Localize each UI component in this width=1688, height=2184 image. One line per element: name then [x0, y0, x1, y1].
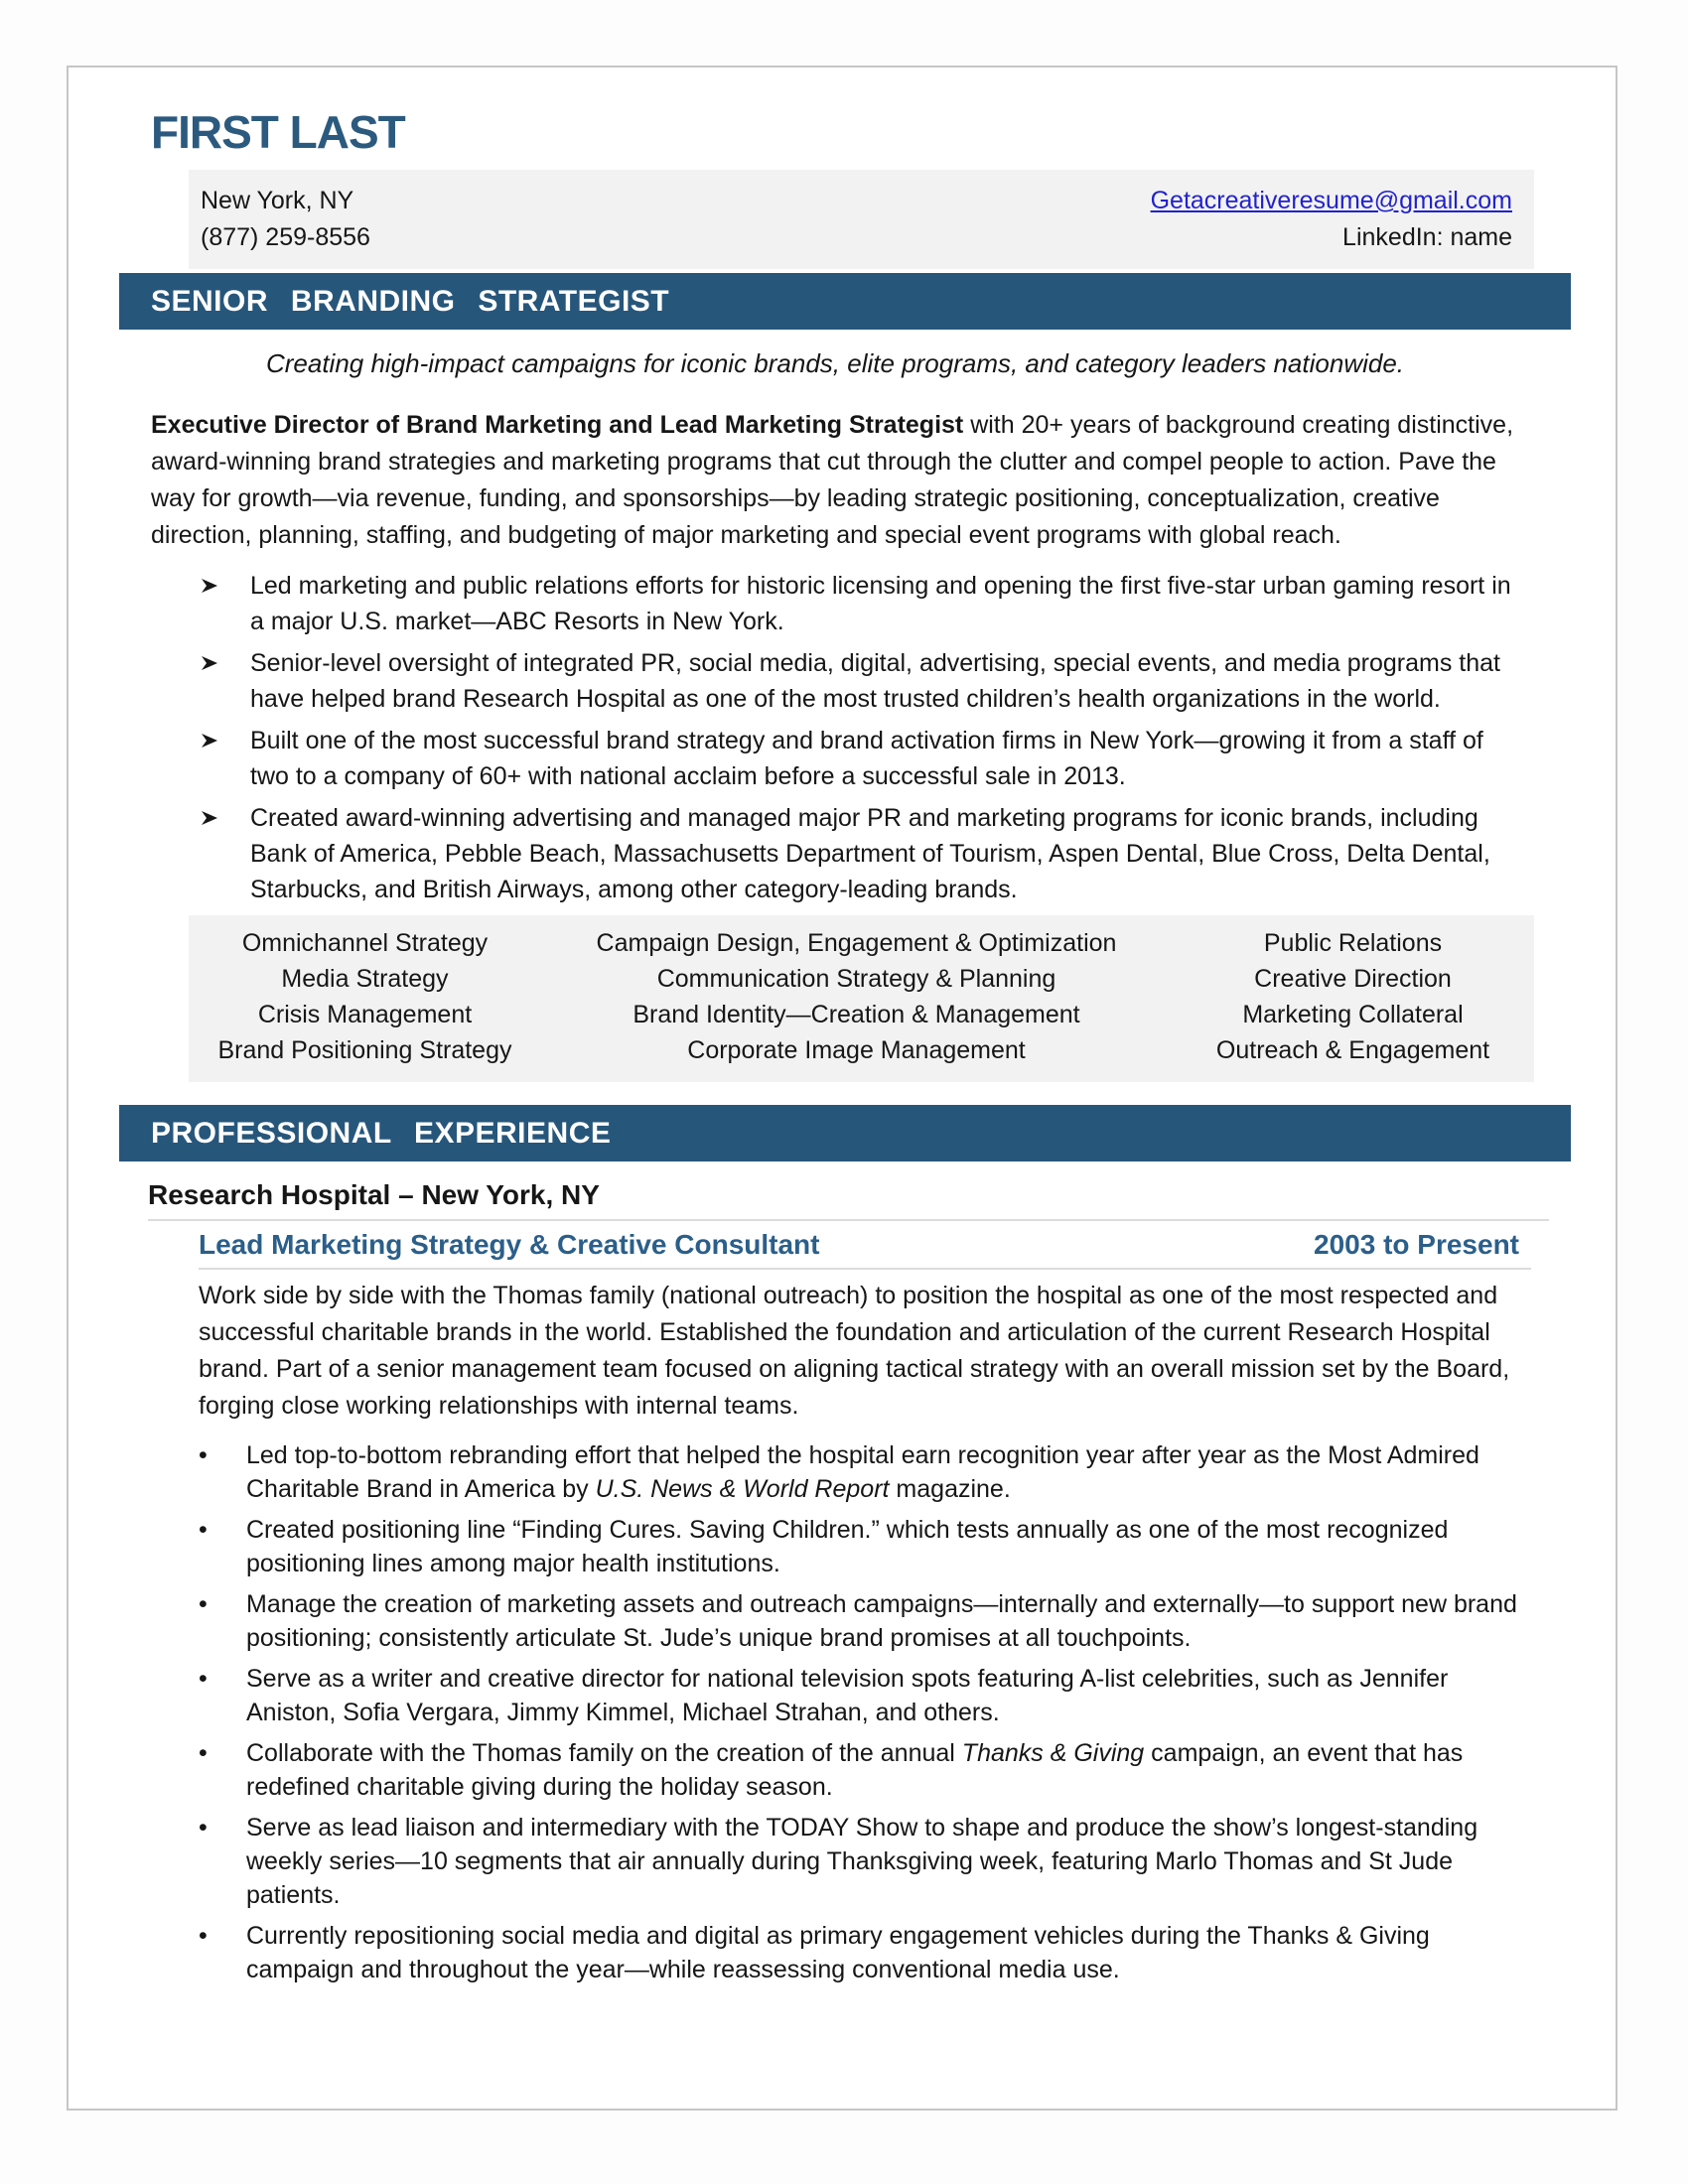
job-title-row: [199, 1224, 1531, 1270]
list-item: [199, 1919, 1519, 1986]
summary-paragraph: [151, 407, 1519, 554]
skills-column-3: [1172, 925, 1534, 1068]
summary-lead: Executive Director of Brand Marketing and Lead Marketing Strategist: [151, 411, 964, 439]
bullet-segment: Currently repositioning social media and digital as primary engagement vehicles during the Thanks & Giving campaign and throughout the year—while reassessing conventional media use.: [246, 1922, 1430, 1983]
job-dates: 2003 to Present: [1314, 1229, 1519, 1260]
section-banner-experience: PROFESSIONAL EXPERIENCE: [119, 1105, 1571, 1161]
skills-panel: [189, 915, 1534, 1082]
highlight-text: Led marketing and public relations efforts for historic licensing and opening the first five-star urban gaming resort in a major U.S. market—ABC Resorts in New York.: [250, 572, 1511, 635]
skill: Omnichannel Strategy: [241, 929, 489, 957]
summary-body: with 20+ years of background creating distinctive, award-winning brand strategies and marketing programs that cut through the clutter and compel people to action. Pave the way for growth—via revenue, funding, and sponsorships—by leading strategic positioning, conceptualization, creative direction, planning, staffing, and budgeting of major marketing and special event programs with global reach.: [151, 411, 1514, 549]
list-item: [199, 1662, 1519, 1729]
bullet-segment: Collaborate with the Thomas family on the creation of the annual: [246, 1739, 962, 1767]
bullet-dot-icon: •: [199, 1739, 208, 1767]
bullet-dot-icon: •: [199, 1590, 208, 1618]
skill: Creative Direction: [1254, 965, 1452, 993]
contact-phone: (877) 259-8556: [201, 223, 370, 251]
email-link[interactable]: Getacreativeresume@gmail.com: [1150, 187, 1512, 214]
contact-left: [201, 183, 370, 256]
skill: Crisis Management: [257, 1001, 473, 1028]
list-item: [200, 645, 1520, 717]
bullet-dot-icon: •: [199, 1441, 208, 1469]
resume-page: [67, 66, 1618, 2111]
skill: Communication Strategy & Planning: [656, 965, 1056, 993]
tagline: Creating high-impact campaigns for iconic brands, elite programs, and category leaders nationwide.: [265, 348, 1405, 378]
contact-linkedin: LinkedIn: name: [1342, 223, 1512, 251]
highlight-text: Senior-level oversight of integrated PR, social media, digital, advertising, special events, and media programs that have helped brand Research Hospital as one of the most trusted children’s health organizations in the world.: [250, 649, 1500, 713]
bullet-segment: campaign, an event that has redefined charitable giving during the holiday season.: [246, 1739, 1464, 1801]
contact-box: [189, 170, 1534, 269]
list-item: [200, 568, 1520, 639]
highlight-text: Created award-winning advertising and managed major PR and marketing programs for iconic brands, including Bank of America, Pebble Beach, Massachusetts Department of Tourism, Aspen Dental, Blue Cross, Delta Dental, Starbucks, and British Airways, among other category-leading brands.: [250, 804, 1490, 903]
bullet-dot-icon: •: [199, 1814, 208, 1842]
skill: Public Relations: [1263, 929, 1443, 957]
experience-bullet-list: [199, 1438, 1519, 2013]
bullet-segment: Serve as a writer and creative director for national television spots featuring A-list celebrities, such as Jennifer Aniston, Sofia Vergara, Jimmy Kimmel, Michael Strahan, and others.: [246, 1665, 1449, 1726]
job-title: Lead Marketing Strategy & Creative Consultant: [199, 1229, 820, 1260]
bullet-segment: Led top-to-bottom rebranding effort that helped the hospital earn recognition year after year as the Most Admired Charitable Brand in America by: [246, 1441, 1479, 1503]
bullet-segment: Created positioning line “Finding Cures. Saving Children.” which tests annually as one of the most recognized positioning lines among major health institutions.: [246, 1516, 1449, 1577]
list-item: [200, 800, 1520, 907]
list-item: [199, 1438, 1519, 1506]
company-heading: Research Hospital – New York, NY: [148, 1179, 1549, 1221]
bullet-text: [246, 1513, 1519, 1580]
skills-column-1: [189, 925, 541, 1068]
highlight-list: [200, 568, 1520, 907]
list-item: [199, 1811, 1519, 1912]
bullet-italic-segment: U.S. News & World Report: [595, 1475, 890, 1503]
skill: Corporate Image Management: [687, 1036, 1026, 1064]
skill: Brand Positioning Strategy: [217, 1036, 512, 1064]
skill: Brand Identity—Creation & Management: [633, 1001, 1080, 1028]
bullet-segment: magazine.: [889, 1475, 1011, 1503]
list-item: [199, 1513, 1519, 1580]
job-description: Work side by side with the Thomas family (national outreach) to position the hospital as one of the most respected and successful charitable brands in the world. Established the foundation and articulation of the current Research Hospital brand. Part of a senior management team focused on aligning tactical strategy with an overall mission set by the Board, forging close working relationships with internal teams.: [199, 1282, 1510, 1420]
arrow-bullet-icon: [200, 800, 250, 907]
bullet-italic-segment: Thanks & Giving: [961, 1739, 1145, 1767]
bullet-text: [246, 1587, 1519, 1655]
contact-location: New York, NY: [201, 187, 354, 214]
list-item: [199, 1736, 1519, 1804]
candidate-name: FIRST LAST: [151, 106, 405, 158]
skill: Media Strategy: [281, 965, 449, 993]
highlight-text: Built one of the most successful brand strategy and brand activation firms in New York—growing it from a staff of two to a company of 60+ with national acclaim before a successful sale in 2013.: [250, 727, 1483, 790]
bullet-dot-icon: •: [199, 1516, 208, 1544]
skills-column-2: [541, 925, 1172, 1068]
list-item: [199, 1587, 1519, 1655]
bullet-dot-icon: •: [199, 1922, 208, 1950]
bullet-segment: Manage the creation of marketing assets and outreach campaigns—internally and externally—to support new brand positioning; consistently articulate St. Jude’s unique brand promises at all touchpoints.: [246, 1590, 1517, 1652]
bullet-text: [246, 1438, 1519, 1506]
bullet-text: [246, 1919, 1519, 1986]
skill: Outreach & Engagement: [1215, 1036, 1490, 1064]
skill: Campaign Design, Engagement & Optimization: [596, 929, 1117, 957]
skill: Marketing Collateral: [1242, 1001, 1464, 1028]
bullet-text: [246, 1662, 1519, 1729]
arrow-bullet-icon: [200, 723, 250, 794]
bullet-dot-icon: •: [199, 1665, 208, 1693]
bullet-segment: Serve as lead liaison and intermediary with the TODAY Show to shape and produce the show’s longest-standing weekly series—10 segments that air annually during Thanksgiving week, featuring Marlo Thomas and St Jude patients.: [246, 1814, 1478, 1909]
section-banner-title: SENIOR BRANDING STRATEGIST: [119, 273, 1571, 330]
bullet-text: [246, 1811, 1519, 1912]
contact-right: [1151, 183, 1512, 256]
arrow-bullet-icon: [200, 568, 250, 639]
bullet-text: [246, 1736, 1519, 1804]
list-item: [200, 723, 1520, 794]
arrow-bullet-icon: [200, 645, 250, 717]
